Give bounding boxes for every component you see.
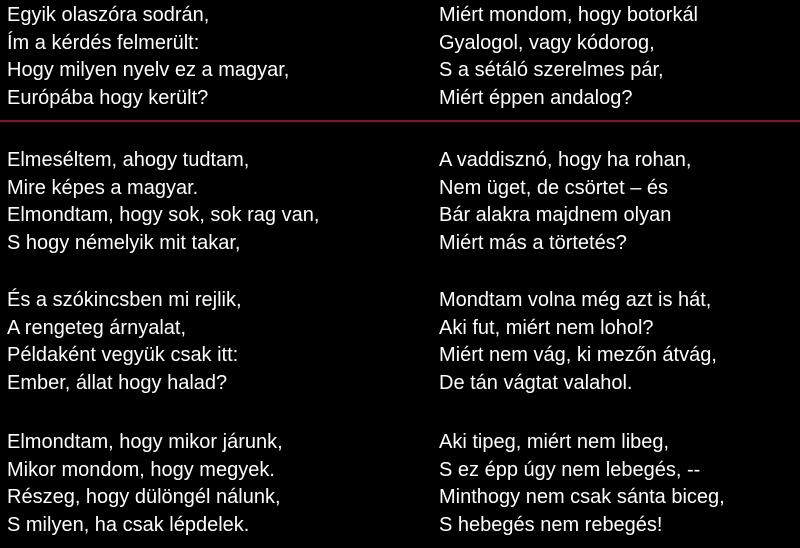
verse-line: Európába hogy került?: [7, 86, 209, 109]
stanza-8: [439, 429, 797, 539]
verse-line: S ez épp úgy nem lebegés, --: [439, 458, 701, 481]
verse-line: Minthogy nem csak sánta biceg,: [439, 486, 725, 508]
verse-line: S hebegés nem rebegés!: [439, 513, 663, 536]
stanza-4: [7, 429, 427, 539]
verse-line: Aki tipeg, miért nem libeg,: [439, 431, 670, 453]
verse-line: Miért nem vág, ki mezőn átvág,: [439, 344, 717, 366]
divider-line: [0, 120, 800, 122]
verse-line: Mikor mondom, hogy megyek.: [7, 458, 275, 481]
verse-line: Nem üget, de csörtet – és: [439, 176, 669, 199]
verse-line: Aki fut, miért nem lohol?: [439, 316, 654, 339]
verse-line: A rengeteg árnyalat,: [7, 316, 187, 339]
verse-line: A vaddisznó, hogy ha rohan,: [439, 149, 692, 171]
verse-line: És a szókincsben mi rejlik,: [7, 289, 242, 311]
verse-line: Miért éppen andalog?: [439, 86, 633, 109]
stanza-3: [7, 287, 427, 397]
verse-line: Mire képes a magyar.: [7, 176, 199, 199]
verse-line: Miért mondom, hogy botorkál: [439, 4, 699, 26]
verse-line: Egyik olaszóra sodrán,: [7, 4, 210, 26]
stanza-6: [439, 147, 797, 257]
verse-line: Elmeséltem, ahogy tudtam,: [7, 149, 250, 171]
verse-line: Mondtam volna még azt is hát,: [439, 289, 712, 311]
verse-line: Gyalogol, vagy kódorog,: [439, 31, 655, 54]
verse-line: Bár alakra majdnem olyan: [439, 204, 672, 226]
verse-line: Miért más a törtetés?: [439, 231, 627, 254]
verse-line: De tán vágtat valahol.: [439, 371, 633, 394]
verse-line: Ember, állat hogy halad?: [7, 371, 228, 394]
verse-line: S hogy némelyik mit takar,: [7, 231, 241, 254]
stanza-5: [439, 2, 797, 112]
stanza-7: [439, 287, 797, 397]
verse-line: Hogy milyen nyelv ez a magyar,: [7, 59, 290, 81]
verse-line: Példaként vegyük csak itt:: [7, 344, 239, 366]
verse-line: S milyen, ha csak lépdelek.: [7, 513, 250, 536]
verse-line: S a sétáló szerelmes pár,: [439, 59, 664, 81]
verse-line: Részeg, hogy dülöngél nálunk,: [7, 486, 281, 508]
verse-line: Elmondtam, hogy sok, sok rag van,: [7, 204, 320, 226]
stanza-1: [7, 2, 427, 112]
verse-line: Elmondtam, hogy mikor járunk,: [7, 431, 283, 453]
verse-line: Ím a kérdés felmerült:: [7, 31, 200, 54]
stanza-2: [7, 147, 427, 257]
